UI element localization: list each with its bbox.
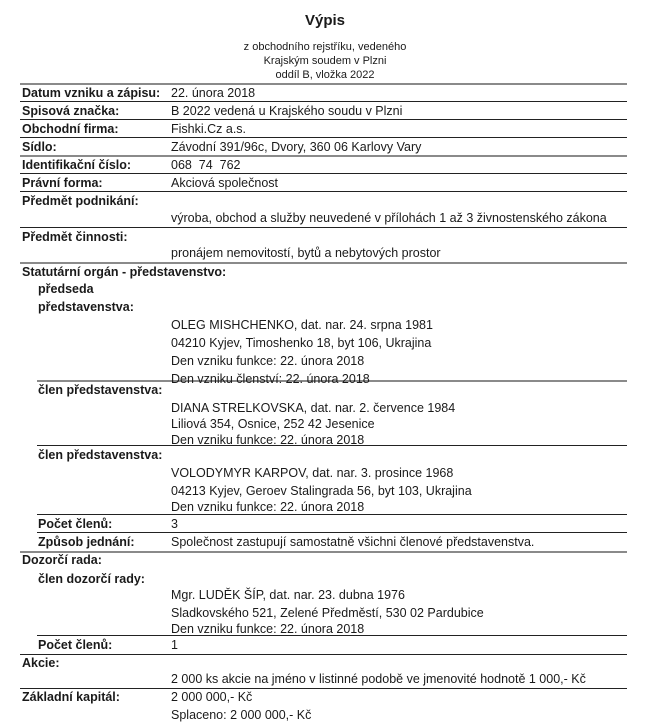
divider <box>20 191 627 192</box>
divider <box>20 227 627 228</box>
field-value: 068 74 762 <box>171 158 241 172</box>
subtitle-line: oddíl B, vložka 2022 <box>275 69 375 81</box>
divider <box>20 137 627 138</box>
member-line: VOLODYMYR KARPOV, dat. nar. 3. prosince 1968 <box>171 466 454 480</box>
member-line: Den vzniku funkce: 22. února 2018 <box>171 500 365 514</box>
field-label: Obchodní firma: <box>22 122 119 136</box>
member-role: člen představenstva: <box>38 448 163 462</box>
member-line: Liliová 354, Osnice, 252 42 Jesenice <box>171 417 375 431</box>
member-line: OLEG MISHCHENKO, dat. nar. 24. srpna 1981 <box>171 318 433 332</box>
field-label: Sídlo: <box>22 140 57 154</box>
field-label: Základní kapitál: <box>22 690 120 704</box>
field-label: Právní forma: <box>22 176 103 190</box>
field-value: B 2022 vedená u Krajského soudu v Plzni <box>171 104 403 118</box>
field-label: Předmět podnikání: <box>22 194 139 208</box>
field-value: 2 000 ks akcie na jméno v listinné podobě ve jmenovité hodnotě 1 000,- Kč <box>171 672 586 686</box>
member-line: Den vzniku členství: 22. února 2018 <box>171 372 370 386</box>
member-role: předseda <box>38 282 94 296</box>
field-value: pronájem nemovitostí, bytů a nebytových prostor <box>171 246 441 260</box>
divider <box>20 262 627 264</box>
section-heading: Statutární orgán - představenstvo: <box>22 265 227 279</box>
field-value: 3 <box>171 517 178 531</box>
divider <box>20 119 627 120</box>
field-label: Identifikační číslo: <box>22 158 132 172</box>
field-label: Předmět činnosti: <box>22 230 128 244</box>
member-role: člen dozorčí rady: <box>38 572 145 586</box>
field-value: 22. února 2018 <box>171 86 256 100</box>
divider <box>20 551 627 553</box>
field-label: Počet členů: <box>38 517 113 531</box>
field-value: 2 000 000,- Kč <box>171 690 253 704</box>
document-subtitle <box>0 40 650 82</box>
field-value: 1 <box>171 638 178 652</box>
section-heading: Dozorčí rada: <box>22 553 102 567</box>
divider <box>20 83 627 85</box>
field-label: Způsob jednání: <box>38 535 135 549</box>
member-role: představenstva: <box>38 300 134 314</box>
divider <box>20 101 627 102</box>
member-line: Den vzniku funkce: 22. února 2018 <box>171 354 365 368</box>
member-line: Mgr. LUDĚK ŠÍP, dat. nar. 23. dubna 1976 <box>171 588 405 602</box>
document-title: Výpis <box>304 12 346 29</box>
field-value: Splaceno: 2 000 000,- Kč <box>171 708 312 722</box>
member-line: DIANA STRELKOVSKA, dat. nar. 2. července 1984 <box>171 401 456 415</box>
divider <box>20 173 627 174</box>
field-value: Společnost zastupují samostatně všichni členové představenstva. <box>171 535 535 549</box>
member-line: Den vzniku funkce: 22. února 2018 <box>171 433 365 447</box>
field-label: Datum vzniku a zápisu: <box>22 86 161 100</box>
divider <box>20 155 627 157</box>
member-role: člen představenstva: <box>38 383 163 397</box>
field-value: výroba, obchod a služby neuvedené v přílohách 1 až 3 živnostenského zákona <box>171 211 607 225</box>
divider <box>20 654 627 655</box>
member-line: Sladkovského 521, Zelené Předměstí, 530 02 Pardubice <box>171 606 484 620</box>
field-value: Závodní 391/96c, Dvory, 360 06 Karlovy Vary <box>171 140 422 154</box>
member-line: Den vzniku funkce: 22. února 2018 <box>171 622 365 636</box>
member-line: 04213 Kyjev, Geroev Stalingrada 56, byt 103, Ukrajina <box>171 484 472 498</box>
divider <box>20 688 627 689</box>
field-label: Spisová značka: <box>22 104 120 118</box>
member-line: 04210 Kyjev, Timoshenko 18, byt 106, Ukrajina <box>171 336 432 350</box>
field-value: Fishki.Cz a.s. <box>171 122 247 136</box>
field-value: Akciová společnost <box>171 176 279 190</box>
subtitle-line: z obchodního rejstříku, vedeného <box>243 41 407 53</box>
field-label: Počet členů: <box>38 638 113 652</box>
subtitle-line: Krajským soudem v Plzni <box>263 55 387 67</box>
field-label: Akcie: <box>22 656 60 670</box>
divider <box>37 532 627 533</box>
